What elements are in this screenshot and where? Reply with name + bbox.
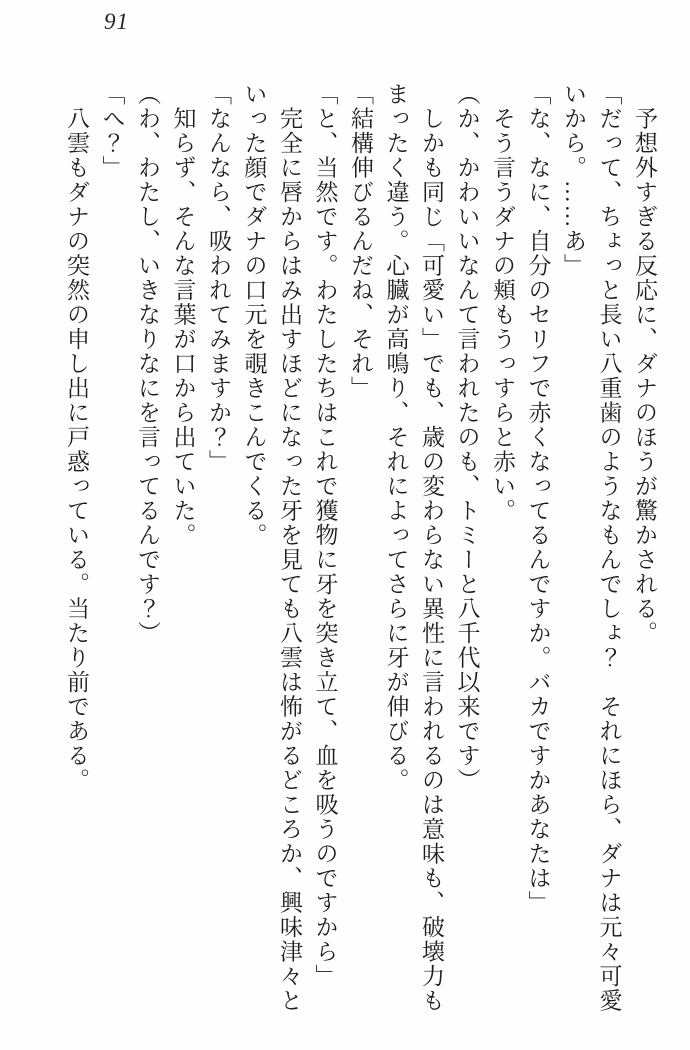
paragraph: 「な、なに、自分のセリフで赤くなってるんですか。バカですかあなたは」 — [525, 82, 551, 915]
paragraph: 知らず、そんな言葉が口から出ていた。 — [170, 82, 196, 548]
paragraph: しかも同じ「可愛い」でも、歳の変わらない異性に言われるのは意味も、破壊力もまったく違う。心臓が高鳴り、それによってさらに牙が伸びる。 — [383, 82, 444, 1013]
paragraph: （わ、わたし、いきなりなにを言ってるんです？） — [135, 82, 160, 646]
vertical-text-block — [59, 82, 663, 1015]
paragraph: 予想外すぎる反応に、ダナのほうが驚かされる。 — [632, 82, 657, 646]
paragraph: 「と、当然です。わたしたちはこれで獲物に牙を突き立て、血を吸うのですから」 — [312, 82, 338, 989]
paragraph: 八雲もダナの突然の申し出に戸惑っている。当たり前である。 — [64, 82, 89, 793]
paragraph: 完全に唇からはみ出すほどになった牙を見ても八雲は怖がるどころか、興味津々といった顔でダナの口元を覗きこんでくる。 — [241, 82, 302, 1013]
page-number: 91 — [104, 9, 129, 34]
paragraph: 「へ？」 — [99, 82, 125, 180]
paragraph: そう言うダナの頬もうっすらと赤い。 — [490, 82, 515, 523]
paragraph: 「なんなら、吸われてみますか？」 — [206, 82, 231, 474]
paragraph: 「だって、ちょっと長い八重歯のようなもんでしょ？ それにほら、ダナは元々可愛いから。……あ」 — [561, 82, 622, 1013]
paragraph: （か、かわいいなんて言われたのも、トミーと八千代以来です） — [454, 82, 480, 793]
paragraph: 「結構伸びるんだね、それ」 — [348, 82, 373, 401]
